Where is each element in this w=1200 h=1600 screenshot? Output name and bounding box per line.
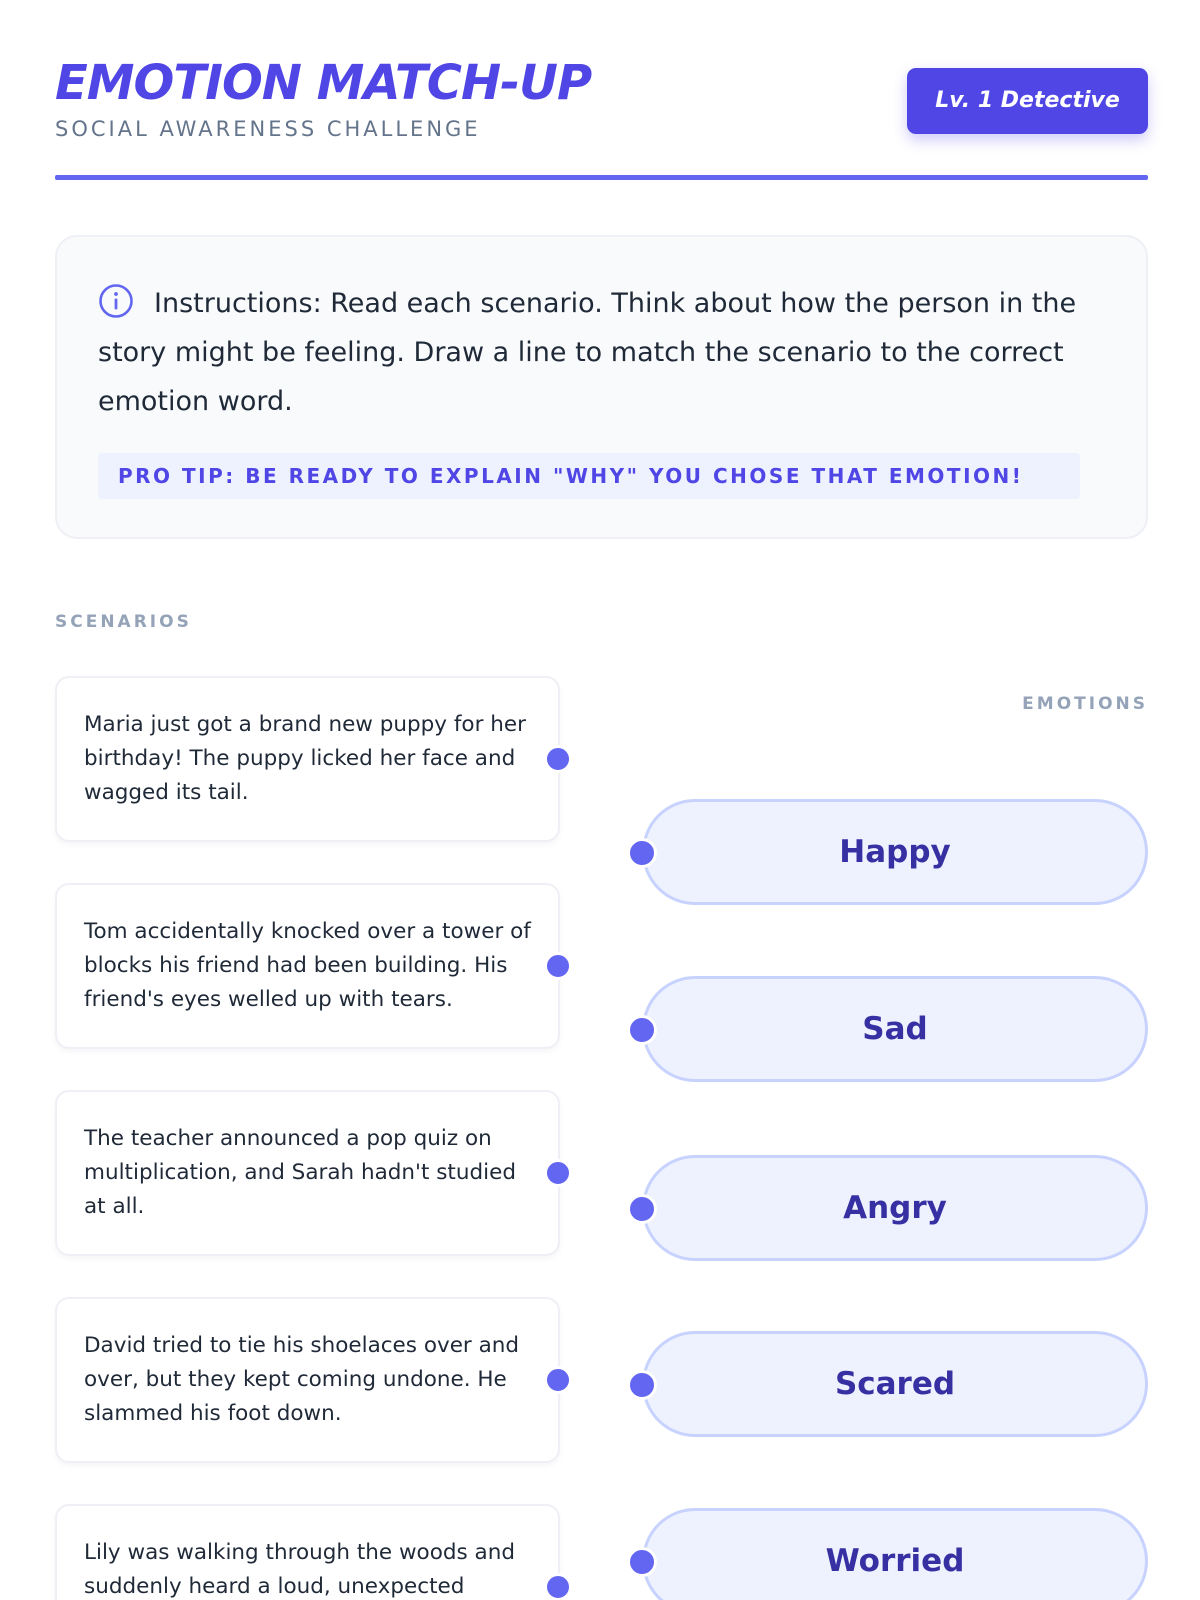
header [55, 55, 1148, 181]
scenario-text: Maria just got a brand new puppy for her birthday! The puppy licked her face and wagged its tail. [84, 712, 526, 805]
scenario-card [55, 1504, 560, 1600]
instructions-text: Instructions: Read each scenario. Think about how the person in the story might be feeling. Draw a line to match the scenario to the correct emotion word. [98, 288, 1077, 417]
level-badge[interactable]: Lv. 1 Detective [907, 68, 1148, 134]
emotion-option-sad[interactable] [642, 976, 1148, 1082]
scenario-connector-dot[interactable] [544, 745, 572, 773]
scenario-connector-dot[interactable] [544, 1159, 572, 1187]
scenario-text: The teacher announced a pop quiz on multiplication, and Sarah hadn't studied at all. [84, 1126, 516, 1219]
scenario-text: David tried to tie his shoelaces over and over, but they kept coming undone. He slammed his foot down. [84, 1333, 520, 1426]
page-subtitle: SOCIAL AWARENESS CHALLENGE [55, 117, 481, 141]
emotion-connector-dot[interactable] [627, 838, 657, 868]
emotion-label: Happy [839, 834, 951, 870]
emotions-heading: EMOTIONS [1022, 694, 1148, 714]
emotion-option-angry[interactable] [642, 1155, 1148, 1261]
scenario-card [55, 1297, 560, 1463]
header-divider [55, 175, 1148, 180]
scenario-text: Tom accidentally knocked over a tower of blocks his friend had been building. His friend's eyes welled up with tears. [84, 919, 531, 1012]
emotion-connector-dot[interactable] [627, 1370, 657, 1400]
emotion-option-happy[interactable] [642, 799, 1148, 905]
emotion-label: Sad [862, 1011, 928, 1047]
emotion-connector-dot[interactable] [627, 1015, 657, 1045]
emotion-label: Angry [843, 1190, 947, 1226]
scenario-connector-dot[interactable] [544, 952, 572, 980]
scenario-card [55, 1090, 560, 1256]
scenario-text: Lily was walking through the woods and suddenly heard a loud, unexpected [84, 1540, 515, 1599]
instructions-panel [55, 235, 1148, 539]
emotion-connector-dot[interactable] [627, 1194, 657, 1224]
instructions-paragraph [98, 279, 1108, 426]
scenario-connector-dot[interactable] [544, 1573, 572, 1600]
emotion-option-scared[interactable] [642, 1331, 1148, 1437]
scenario-card [55, 883, 560, 1049]
scenario-card [55, 676, 560, 842]
emotion-connector-dot[interactable] [627, 1547, 657, 1577]
page-title: EMOTION MATCH-UP [55, 55, 592, 111]
scenario-connector-dot[interactable] [544, 1366, 572, 1394]
scenarios-heading: SCENARIOS [55, 612, 192, 632]
emotion-option-worried[interactable] [642, 1508, 1148, 1600]
emotion-label: Worried [825, 1543, 965, 1579]
info-icon [98, 283, 134, 319]
emotion-label: Scared [834, 1366, 956, 1402]
pro-tip: PRO TIP: BE READY TO EXPLAIN "WHY" YOU CHOSE THAT EMOTION! [98, 453, 1080, 499]
